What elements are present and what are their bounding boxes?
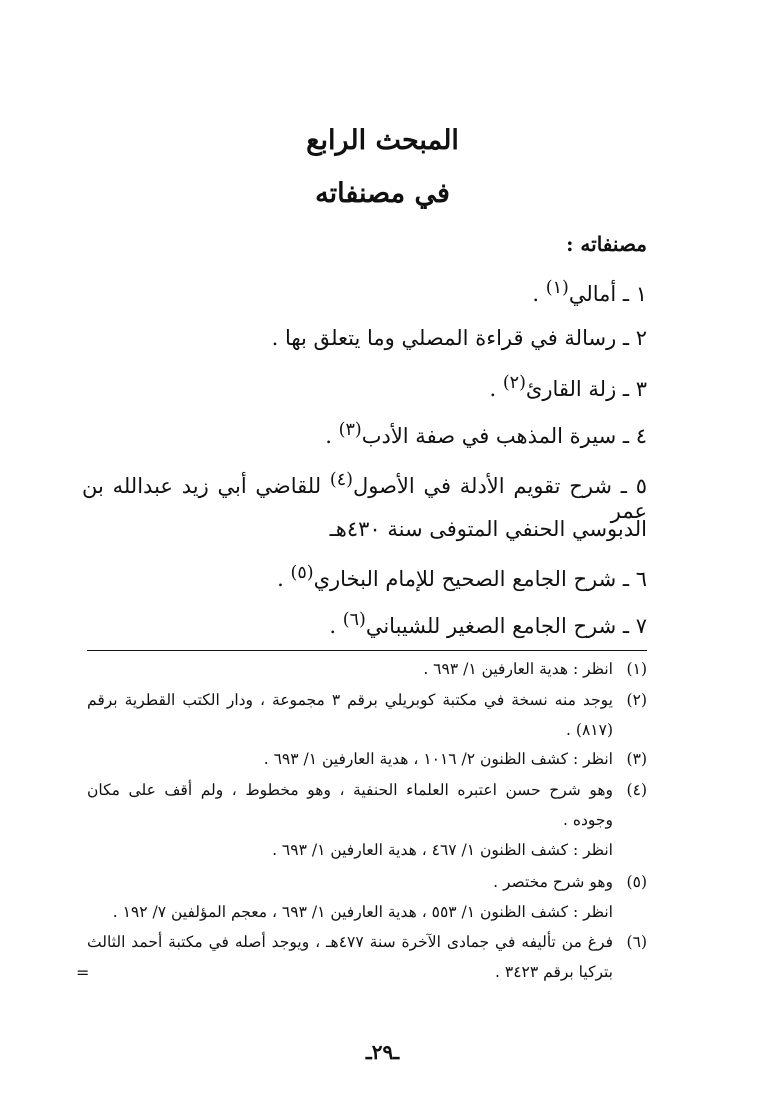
work-text: ٧ ـ شرح الجامع الصغير للشيباني (365, 614, 647, 638)
work-text: ٦ ـ شرح الجامع الصحيح للإمام البخاري (313, 567, 647, 591)
work-text: ٤ ـ سيرة المذهب في صفة الأدب (361, 424, 647, 448)
footnote-number: (٦) (626, 933, 647, 951)
margin-mark: = (76, 963, 90, 982)
work-tail: . (325, 424, 339, 448)
work-item-5-continuation (87, 517, 647, 542)
footnote-ref: (٢) (502, 373, 526, 393)
footnote-6-continuation (87, 963, 613, 982)
footnote-4-reference (87, 841, 613, 860)
work-text: ٣ ـ زلة القارئ (525, 377, 647, 401)
footnote-2-continuation (87, 721, 613, 740)
work-text: ١ ـ أمالي (568, 282, 647, 306)
footnote-text: انظر : كشف الظنون ١/ ٤٦٧ ، هدية العارفين ١/ ٦٩٣ . (272, 841, 613, 859)
work-tail: للقاضي أبي زيد عبدالله بن عمر (82, 474, 647, 524)
footnote-text: وهو شرح مختصر . (493, 873, 613, 891)
section-label: مصنفاته : (566, 232, 647, 256)
footnote-ref: (٤) (329, 470, 353, 490)
footnote-text: وجوده . (563, 811, 613, 829)
footnote-text: انظر : كشف الظنون ١/ ٥٥٣ ، هدية العارفين ١/ ٦٩٣ ، معجم المؤلفين ٧/ ١٩٢ . (112, 903, 613, 921)
work-tail: . (277, 567, 291, 591)
footnote-4 (87, 781, 647, 800)
footnote-6 (87, 933, 647, 952)
footnote-number: (٣) (626, 750, 647, 768)
footnote-text: يوجد منه نسخة في مكتبة كوبريلي برقم ٣ مجموعة ، ودار الكتب القطرية برقم (87, 691, 613, 709)
footnote-text: وهو شرح حسن اعتبره العلماء الحنفية ، وهو مخطوط ، ولم أقف على مكان (87, 781, 613, 799)
chapter-subtitle: في مصنفاته (315, 178, 450, 209)
footnote-5-reference (87, 903, 613, 922)
footnote-ref: (٦) (342, 610, 366, 630)
work-text: ٢ ـ رسالة في قراءة المصلي وما يتعلق بها . (271, 326, 647, 350)
footnote-text: انظر : كشف الظنون ٢/ ١٠١٦ ، هدية العارفين ١/ ٦٩٣ . (263, 750, 613, 768)
footnote-number: (٥) (626, 873, 647, 891)
footnote-3 (87, 750, 647, 769)
work-item-2 (87, 326, 647, 351)
page-number: ـ٢٩ـ (365, 1040, 400, 1064)
work-item-6 (87, 563, 647, 592)
footnote-text: بتركيا برقم ٣٤٢٣ . (495, 963, 613, 981)
footnote-ref: (٣) (338, 420, 362, 440)
footnote-number: (٢) (626, 691, 647, 709)
work-item-1 (87, 278, 647, 307)
footnote-text: (٨١٧) . (566, 721, 613, 739)
footnote-ref: (٥) (290, 563, 314, 583)
work-text: ٥ ـ شرح تقويم الأدلة في الأصول (352, 474, 647, 498)
footnote-5 (87, 873, 647, 892)
footnote-number: (٤) (626, 781, 647, 799)
work-tail: . (329, 614, 343, 638)
work-item-4 (87, 420, 647, 449)
work-tail: . (489, 377, 503, 401)
footnote-divider (87, 650, 647, 651)
work-item-3 (87, 373, 647, 402)
footnote-text: انظر : هدية العارفين ١/ ٦٩٣ . (423, 660, 613, 678)
footnote-1 (87, 660, 647, 679)
footnote-4-continuation (87, 811, 613, 830)
work-item-7 (87, 610, 647, 639)
chapter-title: المبحث الرابع (306, 125, 459, 156)
footnote-number: (١) (626, 660, 647, 678)
footnote-text: فرغ من تأليفه في جمادى الآخرة سنة ٤٧٧هـ ، ويوجد أصله في مكتبة أحمد الثالث (87, 933, 613, 951)
work-tail: . (532, 282, 546, 306)
footnote-ref: (١) (545, 278, 569, 298)
work-text: الدبوسي الحنفي المتوفى سنة ٤٣٠هـ (329, 517, 647, 541)
footnote-2 (87, 691, 647, 710)
